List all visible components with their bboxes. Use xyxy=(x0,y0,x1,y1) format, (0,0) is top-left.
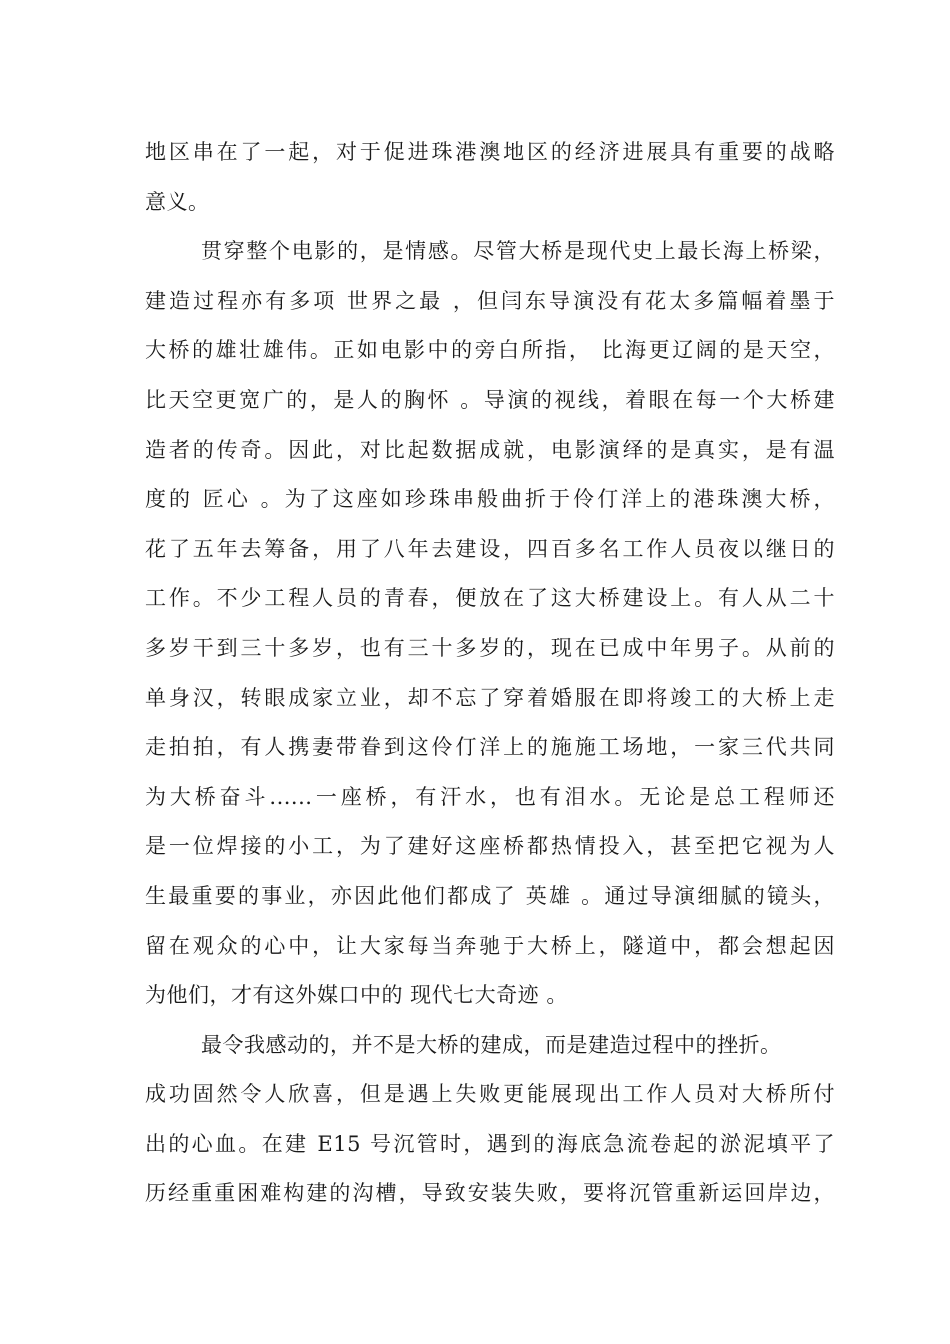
text-line: 单身汉，转眼成家立业，却不忘了穿着婚服在即将竣工的大桥上走 xyxy=(145,685,835,710)
text-line: 造者的传奇。因此，对比起数据成就，电影演绎的是真实，是有温 xyxy=(145,437,835,462)
text-line: 地区串在了一起，对于促进珠港澳地区的经济进展具有重要的战略 xyxy=(145,140,835,164)
text-line: 贯穿整个电影的，是情感。尽管大桥是现代史上最长海上桥梁， xyxy=(201,239,835,264)
text-line: 度的 匠心 。为了这座如珍珠串般曲折于伶仃洋上的港珠澳大桥， xyxy=(145,487,835,512)
text-line: 比天空更宽广的，是人的胸怀 。导演的视线，着眼在每一个大桥建 xyxy=(145,387,835,412)
body-text xyxy=(145,128,835,1219)
text-line: 建造过程亦有多项 世界之最 ，但闫东导演没有花太多篇幅着墨于 xyxy=(145,288,835,313)
text-line: 出的心血。在建 E15 号沉管时，遇到的海底急流卷起的淤泥填平了 xyxy=(145,1131,835,1156)
text-line: 成功固然令人欣喜，但是遇上失败更能展现出工作人员对大桥所付 xyxy=(145,1082,835,1107)
text-line: 花了五年去筹备，用了八年去建设，四百多名工作人员夜以继日的 xyxy=(145,536,835,561)
text-line: 多岁干到三十多岁，也有三十多岁的，现在已成中年男子。从前的 xyxy=(145,635,835,660)
text-line: 留在观众的心中，让大家每当奔驰于大桥上，隧道中，都会想起因 xyxy=(145,933,835,958)
text-line: 历经重重困难构建的沟槽，导致安装失败，要将沉管重新运回岸边， xyxy=(145,1181,835,1206)
text-line: 走拍拍，有人携妻带眷到这伶仃洋上的施施工场地，一家三代共同 xyxy=(145,735,835,760)
text-line: 最令我感动的，并不是大桥的建成，而是建造过程中的挫折。 xyxy=(201,1032,782,1057)
text-line: 为他们，才有这外媒口中的 现代七大奇迹 。 xyxy=(145,983,568,1008)
text-line: 大桥的雄壮雄伟。正如电影中的旁白所指， 比海更辽阔的是天空， xyxy=(145,338,835,363)
text-line: 工作。不少工程人员的青春，便放在了这大桥建设上。有人从二十 xyxy=(145,586,835,611)
text-line: 意义。 xyxy=(145,189,210,214)
text-line: 生最重要的事业，亦因此他们都成了 英雄 。通过导演细腻的镜头， xyxy=(145,883,835,908)
text-line: 是一位焊接的小工，为了建好这座桥都热情投入，甚至把它视为人 xyxy=(145,834,835,859)
text-line: 为大桥奋斗......一座桥，有汗水，也有泪水。无论是总工程师还 xyxy=(145,784,835,809)
